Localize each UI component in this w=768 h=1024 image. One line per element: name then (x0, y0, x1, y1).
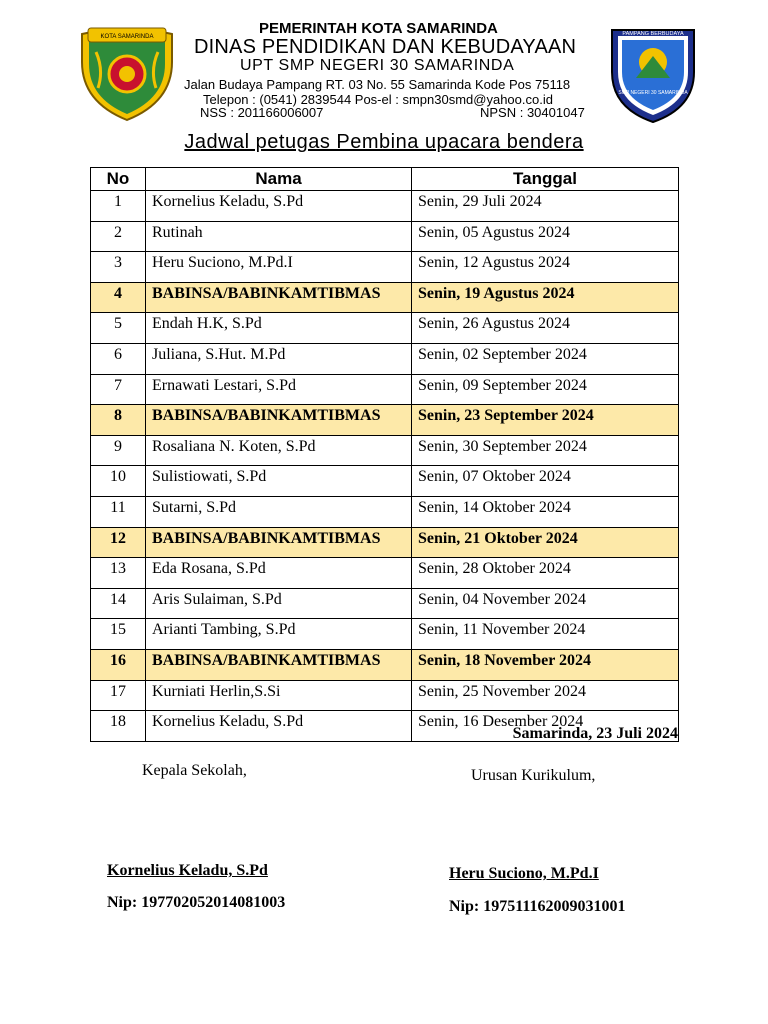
table-row (91, 527, 679, 558)
principal-nip: Nip: 197702052014081003 (107, 894, 286, 911)
date-cell: Senin, 02 September 2024 (412, 343, 679, 374)
officer-name-cell: Sulistiowati, S.Pd (146, 466, 412, 497)
principal-name: Kornelius Keladu, S.Pd (107, 862, 268, 879)
officer-name-cell: BABINSA/BABINKAMTIBMAS (146, 649, 412, 680)
officer-name-cell: Sutarni, S.Pd (146, 496, 412, 527)
column-header-nama: Nama (146, 168, 412, 191)
department-name: DINAS PENDIDIKAN DAN KEBUDAYAAN (194, 36, 577, 58)
row-number-cell: 4 (91, 282, 146, 313)
date-cell: Senin, 16 Desember 2024 (412, 711, 679, 742)
table-row (91, 405, 679, 436)
date-cell: Senin, 04 November 2024 (412, 588, 679, 619)
date-cell: Senin, 05 Agustus 2024 (412, 221, 679, 252)
svg-text:KOTA SAMARINDA: KOTA SAMARINDA (100, 34, 154, 40)
table-row (91, 282, 679, 313)
date-cell: Senin, 09 September 2024 (412, 374, 679, 405)
date-cell: Senin, 12 Agustus 2024 (412, 252, 679, 283)
officer-name-cell: Rutinah (146, 221, 412, 252)
column-header-no: No (91, 168, 146, 191)
officer-name-cell: Arianti Tambing, S.Pd (146, 619, 412, 650)
officer-name-cell: BABINSA/BABINKAMTIBMAS (146, 282, 412, 313)
row-number-cell: 18 (91, 711, 146, 742)
row-number-cell: 3 (91, 252, 146, 283)
school-contact: Telepon : (0541) 2839544 Pos-el : smpn30smd@yahoo.co.id (203, 92, 553, 107)
officer-name-cell: Eda Rosana, S.Pd (146, 558, 412, 589)
table-row (91, 649, 679, 680)
table-row (91, 313, 679, 344)
date-cell: Senin, 30 September 2024 (412, 435, 679, 466)
officer-name-cell: Juliana, S.Hut. M.Pd (146, 343, 412, 374)
row-number-cell: 11 (91, 496, 146, 527)
table-row (91, 558, 679, 589)
row-number-cell: 13 (91, 558, 146, 589)
city-emblem-logo (74, 22, 180, 122)
table-header-row (91, 168, 679, 191)
school-name: UPT SMP NEGERI 30 SAMARINDA (240, 57, 515, 74)
officer-name-cell: Kornelius Keladu, S.Pd (146, 711, 412, 742)
officer-name-cell: Heru Suciono, M.Pd.I (146, 252, 412, 283)
school-npsn: NPSN : 30401047 (480, 105, 585, 120)
date-cell: Senin, 25 November 2024 (412, 680, 679, 711)
row-number-cell: 8 (91, 405, 146, 436)
row-number-cell: 14 (91, 588, 146, 619)
table-row (91, 588, 679, 619)
date-cell: Senin, 26 Agustus 2024 (412, 313, 679, 344)
government-name: PEMERINTAH KOTA SAMARINDA (259, 20, 498, 37)
officer-name-cell: Rosaliana N. Koten, S.Pd (146, 435, 412, 466)
table-row (91, 252, 679, 283)
officer-name-cell: BABINSA/BABINKAMTIBMAS (146, 527, 412, 558)
row-number-cell: 16 (91, 649, 146, 680)
table-row (91, 619, 679, 650)
principal-role: Kepala Sekolah, (142, 762, 247, 779)
date-cell: Senin, 18 November 2024 (412, 649, 679, 680)
row-number-cell: 1 (91, 191, 146, 222)
school-emblem-logo (606, 22, 700, 124)
row-number-cell: 12 (91, 527, 146, 558)
svg-text:SMP NEGERI 30 SAMARINDA: SMP NEGERI 30 SAMARINDA (618, 90, 688, 96)
row-number-cell: 6 (91, 343, 146, 374)
date-cell: Senin, 21 Oktober 2024 (412, 527, 679, 558)
table-row (91, 496, 679, 527)
date-cell: Senin, 14 Oktober 2024 (412, 496, 679, 527)
officer-name-cell: Endah H.K, S.Pd (146, 313, 412, 344)
row-number-cell: 7 (91, 374, 146, 405)
row-number-cell: 2 (91, 221, 146, 252)
officer-name-cell: Ernawati Lestari, S.Pd (146, 374, 412, 405)
officer-name-cell: Kurniati Herlin,S.Si (146, 680, 412, 711)
signing-place-date: Samarinda, 23 Juli 2024 (512, 725, 678, 742)
date-cell: Senin, 19 Agustus 2024 (412, 282, 679, 313)
svg-text:PAMPANG BERBUDAYA: PAMPANG BERBUDAYA (622, 31, 684, 37)
table-row (91, 221, 679, 252)
table-row (91, 466, 679, 497)
row-number-cell: 10 (91, 466, 146, 497)
curriculum-officer-name: Heru Suciono, M.Pd.I (449, 865, 599, 882)
row-number-cell: 15 (91, 619, 146, 650)
officer-name-cell: Aris Sulaiman, S.Pd (146, 588, 412, 619)
schedule-table (90, 167, 679, 742)
school-nss: NSS : 201166006007 (200, 105, 324, 120)
document-title: Jadwal petugas Pembina upacara bendera (184, 131, 584, 153)
date-cell: Senin, 29 Juli 2024 (412, 191, 679, 222)
officer-name-cell: BABINSA/BABINKAMTIBMAS (146, 405, 412, 436)
row-number-cell: 17 (91, 680, 146, 711)
curriculum-officer-nip: Nip: 197511162009031001 (449, 898, 626, 915)
school-address: Jalan Budaya Pampang RT. 03 No. 55 Samarinda Kode Pos 75118 (184, 77, 571, 92)
table-row (91, 343, 679, 374)
row-number-cell: 9 (91, 435, 146, 466)
date-cell: Senin, 23 September 2024 (412, 405, 679, 436)
table-row (91, 374, 679, 405)
table-row (91, 191, 679, 222)
date-cell: Senin, 28 Oktober 2024 (412, 558, 679, 589)
table-row (91, 680, 679, 711)
officer-name-cell: Kornelius Keladu, S.Pd (146, 191, 412, 222)
column-header-tanggal: Tanggal (412, 168, 679, 191)
row-number-cell: 5 (91, 313, 146, 344)
date-cell: Senin, 07 Oktober 2024 (412, 466, 679, 497)
curriculum-role: Urusan Kurikulum, (471, 767, 596, 784)
date-cell: Senin, 11 November 2024 (412, 619, 679, 650)
letterhead (0, 0, 768, 125)
table-row (91, 435, 679, 466)
schedule-body (91, 191, 679, 742)
